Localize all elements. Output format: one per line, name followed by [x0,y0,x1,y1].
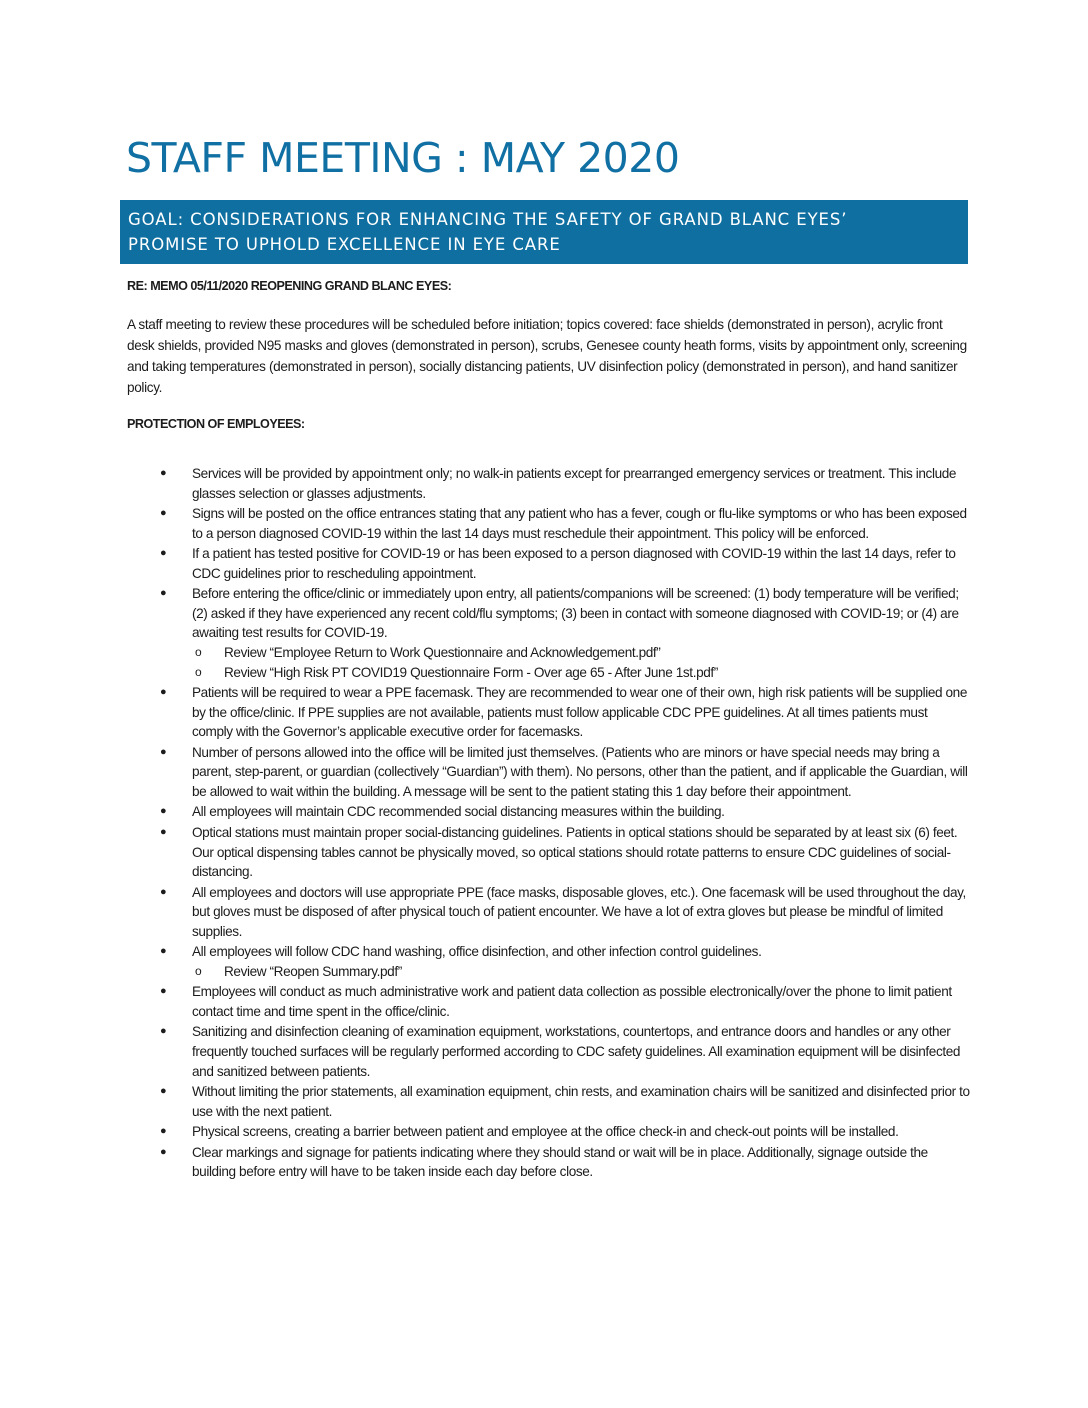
bullet-text: Clear markings and signage for patients indicating where they should stand or wait will be in place. Additionally, signage outside the building before entry will have to be taken inside each day before close. [192,1144,928,1180]
bullet-text: All employees will follow CDC hand washing, office disinfection, and other infection control guidelines. [192,944,762,960]
goal-banner-line-2: PROMISE TO UPHOLD EXCELLENCE IN EYE CARE [128,235,561,254]
bullet-text: Optical stations must maintain proper social-distancing guidelines. Patients in optical stations should be separated by at least six (6) feet. Our optical dispensing tables cannot be physically moved, so optical stations should rotate patterns to ensure CDC guidelines of social-distancing. [192,824,958,880]
bullet-dot-icon: ● [160,587,167,600]
bullet-item [160,1022,970,1081]
bullet-item [160,504,970,543]
protection-bullet-list [160,464,970,1183]
bullet-text: If a patient has tested positive for COVID-19 or has been exposed to a person diagnosed with COVID-19 within the last 14 days, refer to CDC guidelines prior to rescheduling appointment. [192,546,956,581]
bullet-text: Before entering the office/clinic or immediately upon entry, all patients/companions will be screened: (1) body temperature will be verified; (2) asked if they have experienced any recent cold/flu symptoms; (3) been in contact with someone diagnosed with COVID-19; or (4) are awaiting test results for COVID-19. [192,586,959,641]
bullet-dot-icon: ● [160,467,167,479]
bullet-text: Signs will be posted on the office entrances stating that any patient who has a fever, cough or flu-like symptoms or who has been exposed to a person diagnosed COVID-19 within the last 14 days must reschedule their appointment. This policy will be enforced. [192,506,967,541]
bullet-item [160,942,970,981]
bullet-item [160,544,970,583]
sub-bullet-list [192,962,970,982]
sub-bullet-text: Review “Employee Return to Work Questionnaire and Acknowledgement.pdf” [224,645,661,661]
goal-banner-line-1: GOAL: CONSIDERATIONS FOR ENHANCING THE SAFETY OF GRAND BLANC EYES’ [128,210,848,229]
sub-bullet-item [160,643,970,663]
bullet-item [160,464,970,503]
bullet-item [160,1143,970,1182]
bullet-item [160,982,970,1021]
bullet-item [160,1122,970,1142]
memo-reference-heading: RE: MEMO 05/11/2020 REOPENING GRAND BLANC EYES: [127,279,452,293]
bullet-dot-icon: ● [160,885,167,898]
bullet-item [160,584,970,682]
bullet-item [160,802,970,822]
bullet-text: Services will be provided by appointment only; no walk-in patients except for prearranged emergency services or treatment. This include glasses selection or glasses adjustments. [192,466,957,501]
sub-bullet-text: Review “Reopen Summary.pdf” [224,963,402,979]
bullet-dot-icon: ● [160,547,167,560]
bullet-dot-icon: ● [160,945,167,958]
bullet-dot-icon: ● [160,686,167,699]
bullet-dot-icon: ● [160,805,167,818]
bullet-dot-icon: ● [160,1145,167,1158]
bullet-text: Number of persons allowed into the office will be limited just themselves. (Patients who are minors or have special needs may bring a parent, step-parent, or guardian (collectively “Guardian”) with them). No persons, other than the patient, and if applicable the Guardian, will be allowed to wait within the building. A message will be sent to the patient stating this 1 day before their appointment. [192,744,968,799]
bullet-text: Sanitizing and disinfection cleaning of examination equipment, workstations, countertops, and entrance doors and handles or any other frequently touched surfaces will be regularly performed according to CDC safety guidelines. All examination equipment will be disinfected and sanitized between patients. [192,1024,961,1079]
bullet-dot-icon: ● [160,1025,167,1038]
bullet-dot-icon: ● [160,1125,167,1138]
bullet-item [160,883,970,942]
goal-banner [120,200,968,264]
bullet-dot-icon: ● [160,825,167,838]
bullet-item [160,823,970,882]
section-heading-protection-of-employees: PROTECTION OF EMPLOYEES: [127,417,305,431]
bullet-text: Employees will conduct as much administrative work and patient data collection as possible electronically/over the phone to limit patient contact time and time spent in the office/clinic. [192,984,952,1019]
circle-bullet-icon: o [195,664,202,679]
bullet-item [160,1082,970,1121]
bullet-dot-icon: ● [160,1085,167,1098]
circle-bullet-icon: o [195,963,202,978]
bullet-text: Physical screens, creating a barrier between patient and employee at the office check-in and check-out points will be installed. [192,1124,899,1140]
circle-bullet-icon: o [195,645,202,660]
sub-bullet-text: Review “High Risk PT COVID19 Questionnaire Form - Over age 65 - After June 1st.pdf” [224,664,718,680]
sub-bullet-item [160,663,970,683]
bullet-text: All employees and doctors will use appropriate PPE (face masks, disposable gloves, etc.). One facemask will be used throughout the day, but gloves must be disposed of after physical touch of patient encounter. We have a lot of extra gloves but please be mindful of limited supplies. [192,884,966,939]
bullet-dot-icon: ● [160,985,167,998]
bullet-dot-icon: ● [160,507,167,520]
bullet-item [160,683,970,742]
bullet-text: Patients will be required to wear a PPE facemask. They are recommended to wear one of their own, high risk patients will be supplied one by the office/clinic. If PPE supplies are not available, patients must follow applicable CDC PPE guidelines. At all times patients must comply with the Governor’s applicable executive order for facemasks. [192,685,968,740]
page-title: STAFF MEETING : MAY 2020 [126,134,680,182]
bullet-text: All employees will maintain CDC recommended social distancing measures within the building. [192,804,725,820]
sub-bullet-item [160,962,970,982]
bullet-dot-icon: ● [160,745,167,758]
bullet-text: Without limiting the prior statements, all examination equipment, chin rests, and examination chairs will be sanitized and disinfected prior to use with the next patient. [192,1084,970,1119]
bullet-item [160,743,970,802]
sub-bullet-list [192,643,970,682]
intro-paragraph: A staff meeting to review these procedures will be scheduled before initiation; topics covered: face shields (demonstrated in person), acrylic front desk shields, provided N95 masks and gloves (demonstrated in person), scrubs, Genesee county heath forms, visits by appointment only, screening and taking temperatures (demonstrated in person), socially distancing patients, UV disinfection policy (demonstrated in person), and hand sanitizer policy. [127,317,967,395]
